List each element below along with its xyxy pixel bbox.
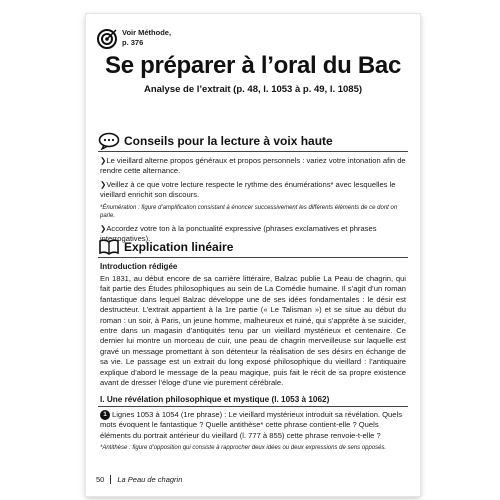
- question-number-badge: 1: [100, 410, 110, 420]
- speech-bubble-icon: [98, 132, 120, 150]
- page-subtitle: Analyse de l’extrait (p. 48, l. 1053 à p. 49, l. 1085): [143, 84, 363, 95]
- method-reference-text: [122, 28, 171, 48]
- page-number: 50: [96, 475, 111, 484]
- book-title: La Peau de chagrin: [117, 475, 183, 484]
- section-explication-title: Explication linéaire: [124, 240, 234, 254]
- list-item: ❯Accordez votre ton à la ponctualité expressive (phrases exclamatives et phrases interrogatives).: [100, 223, 377, 244]
- section-divider: [98, 257, 408, 258]
- footnote: *Énumération : figure d’amplification consistant à énoncer successivement les différents éléments de ce dont on parle.: [100, 204, 398, 219]
- question-block: [100, 410, 406, 452]
- section-divider: [98, 406, 408, 407]
- list-item: ❯Veillez à ce que votre lecture respecte le rythme des énumérations* avec lesquelles le vieillard enrichit son discours.: [100, 179, 396, 200]
- book-page: [86, 14, 420, 496]
- page-title: Se préparer à l’oral du Bac: [104, 52, 402, 79]
- section-conseils-title: Conseils pour la lecture à voix haute: [124, 134, 333, 148]
- part-heading: I. Une révélation philosophique et mystique (l. 1053 à 1062): [100, 395, 330, 404]
- section-conseils-heading: [98, 132, 333, 150]
- conseils-list: [100, 156, 406, 247]
- method-reference-line1: Voir Méthode,: [122, 28, 172, 37]
- intro-paragraph: En 1831, au début encore de sa carrière littéraire, Balzac publie La Peau de chagrin, qui fait partie des Études philosophiques au sein de La Comédie humaine. Il s’agit d’un roman fantastique dans lequel Balzac développe une de ses idées fondamentales : le désir est destructeur. L’extrait appartient à la 1re partie (« Le Talisman ») et se situe au début du roman : un soir, à Paris, un jeune homme, malheureux et ruiné, qui s’apprête à se suicider, entre dans un magasin d’antiquités tenu par un vieillard mystérieux et centenaire. Ce dernier lui montre un morceau de cuir, une peau de chagrin merveilleuse sur laquelle est gravé un message promettant à son détenteur la réalisation de ses désirs en échange de sa vie. Le passage est un extrait du long exposé philosophique du vieillard : l’antiquaire explique d’abord le message de la peau magique, puis fait le récit de sa propre existence avant de dresser l’éloge d’une vie purement cérébrale.: [100, 274, 406, 388]
- section-divider: [98, 151, 408, 152]
- footnote: *Antithèse : figure d’opposition qui consiste à rapprocher deux idées ou deux expressions de sens opposés.: [100, 445, 387, 452]
- section-explication-heading: [98, 238, 233, 256]
- target-icon: [96, 28, 118, 50]
- question-text: Lignes 1053 à 1054 (1re phrase) : Le vieillard mystérieux introduit sa révélation. Quels mots évoquent le fantastique ? Quelle antithèse* cette phrase contient-elle ? Quels éléments du portrait antérieur du vieillard (l. 777 à 855) cette phrase renvoie-t-elle ?: [100, 410, 402, 440]
- open-book-icon: [98, 238, 120, 256]
- list-item: ❯Le vieillard alterne propos généraux et propos personnels : variez votre intonation afin de rendre cette alternance.: [100, 156, 406, 176]
- page-footer: [96, 475, 182, 484]
- intro-heading: Introduction rédigée: [100, 262, 178, 271]
- method-reference-line2: p. 376: [122, 38, 144, 47]
